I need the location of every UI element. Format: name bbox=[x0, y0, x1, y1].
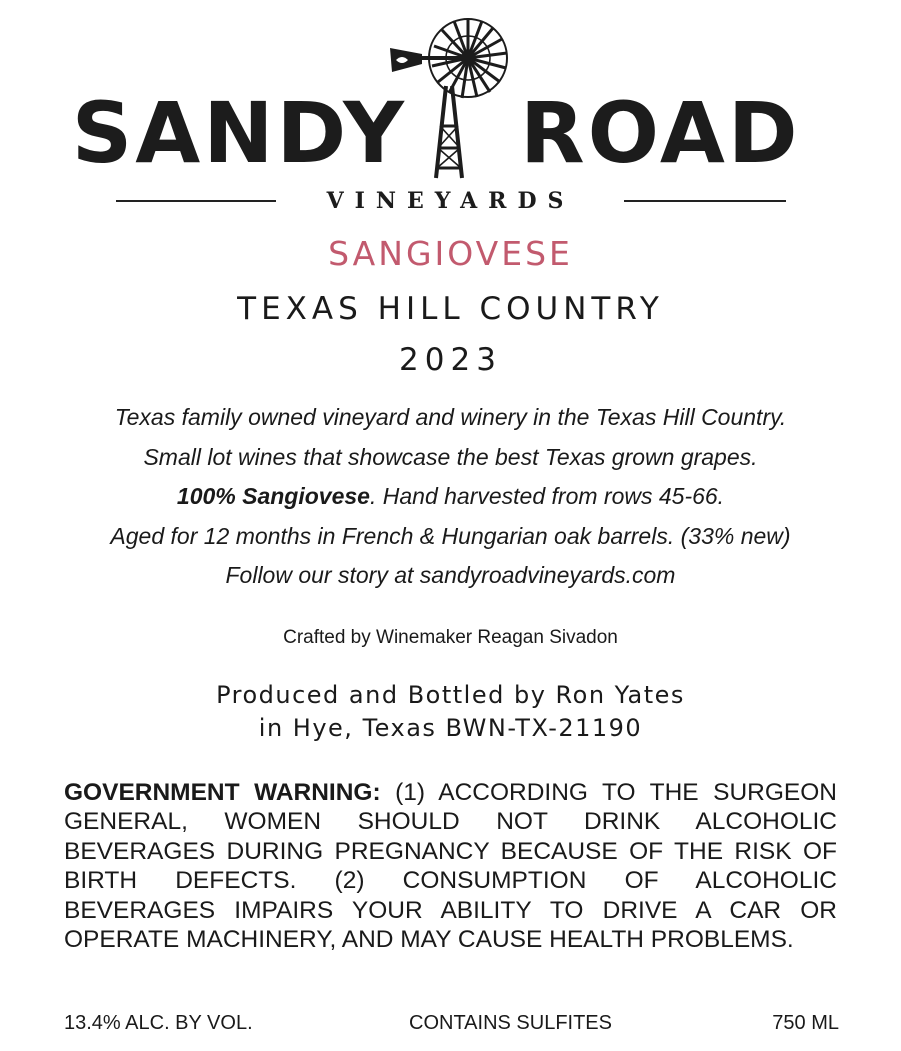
vintage-year: 2023 bbox=[399, 342, 502, 378]
description-line: Texas family owned vineyard and winery in the Texas Hill Country. bbox=[114, 404, 787, 430]
description-line: Small lot wines that showcase the best Texas grown grapes. bbox=[143, 443, 758, 470]
description-line: Aged for 12 months in French & Hungarian oak barrels. (33% new) bbox=[110, 522, 791, 549]
alcohol-content: 13.4% ALC. BY VOL. bbox=[64, 1012, 253, 1034]
region-name: TEXAS HILL COUNTRY bbox=[237, 291, 664, 327]
brand-subtitle bbox=[0, 186, 901, 216]
description-line bbox=[0, 477, 901, 517]
bottle-volume: 750 ML bbox=[772, 1012, 839, 1034]
sulfites-notice: CONTAINS SULFITES bbox=[409, 1012, 612, 1034]
brand-name-left: SANDY bbox=[71, 84, 407, 182]
description-line: Follow our story at sandyroadvineyards.com bbox=[225, 562, 676, 588]
warning-text: (1) ACCORDING TO THE SURGEON GENERAL, WOMEN SHOULD NOT DRINK ALCOHOLIC BEVERAGES DURING PREGNANCY BECAUSE OF THE RISK OF BIRTH DEFECTS. (2) CONSUMPTION OF ALCOHOLIC BEVERAGES IMPAIRS YOUR ABILITY TO DRIVE A CAR OR OPERATE MACHINERY, AND MAY CAUSE HEALTH PROBLEMS. bbox=[64, 779, 837, 954]
description bbox=[0, 398, 901, 596]
producer-line: Produced and Bottled by Ron Yates bbox=[216, 681, 685, 709]
government-warning bbox=[64, 778, 837, 954]
brand-name-right: ROAD bbox=[520, 84, 801, 182]
varietal-name: SANGIOVESE bbox=[328, 234, 573, 273]
producer-location: in Hye, Texas BWN-TX-21190 bbox=[258, 714, 643, 742]
vineyards-label: VINEYARDS bbox=[326, 188, 575, 214]
varietal-percentage: 100% Sangiovese bbox=[176, 483, 370, 509]
label-footer bbox=[64, 1008, 839, 1038]
harvest-note: . Hand harvested from rows 45-66. bbox=[369, 483, 725, 509]
warning-heading: GOVERNMENT WARNING: bbox=[64, 779, 381, 806]
winemaker-credit: Crafted by Winemaker Reagan Sivadon bbox=[283, 627, 618, 648]
producer-info bbox=[0, 679, 901, 745]
divider-right bbox=[624, 200, 786, 202]
brand-wordmark bbox=[0, 84, 901, 182]
